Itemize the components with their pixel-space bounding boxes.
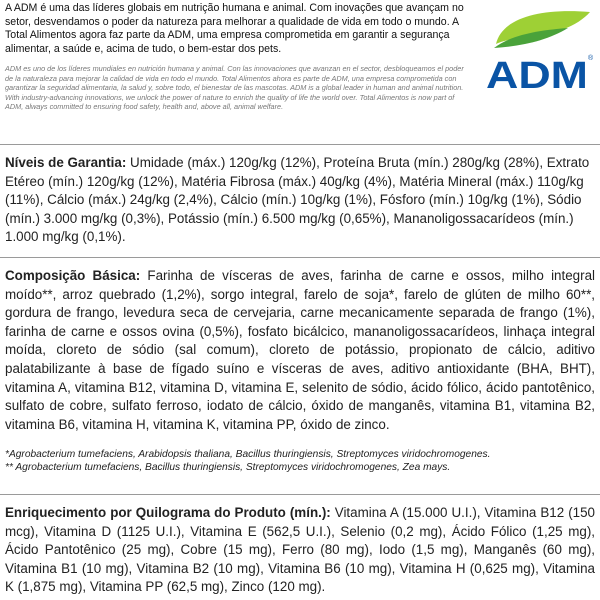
divider-2 [0, 257, 600, 258]
guarantee-text: Umidade (máx.) 120g/kg (12%), Proteína Bruta (mín.) 280g/kg (28%), Extrato Etéreo (mín.) 120g/kg (12%), Matéria Fibrosa (máx.) 40g/kg (4%), Matéria Mineral (máx.) 110g/kg (11%), Cálcio (máx.) 24g/kg (2,4%), Cálcio (mín.) 10g/kg (1%), Fósforo (mín.) 10g/kg (1%), Sódio (mín.) 3.000 mg/kg (0,3%), Potássio (mín.) 6.500 mg/kg (0,65%), Mananoligossacarídeos (mín.) 1.000 mg/kg (0,1%). [5, 155, 590, 245]
enrichment-title: Enriquecimento por Quilograma do Produto (mín.): [5, 505, 331, 520]
enrichment-section [5, 504, 595, 597]
composition-text: Farinha de vísceras de aves, farinha de carne e ossos, milho integral moído**, arroz quebrado (1,2%), sorgo integral, farelo de soja*, farelo de glúten de milho 60**, gordura de frango, levedura seca de cervejaria, carne mecanicamente separada de frango (1%), farinha de carne e ossos ovina (0,5%), fosfato bicálcico, mananoligossacarídeos, linhaça integral moída, cloreto de sódio (sal comum), cloreto de potássio, propionato de cálcio, aditivo palatabilizante à base de fígado suíno e vísceras de aves, aditivo antioxidante (BHA, BHT), vitamina A, vitamina B12, vitamina D, vitamina E, selenito de sódio, ácido fólico, ácido pantotênico, sulfato de cobre, sulfato ferroso, iodato de cálcio, óxido de manganês, vitamina B1, vitamina B2, vitamina B6, vitamina H, vitamina K, vitamina PP, óxido de zinco. [5, 268, 595, 432]
logo-text: ADM [486, 55, 588, 94]
footnote-corn: ** Agrobacterium tumefaciens, Bacillus thuringiensis, Streptomyces viridochromogenes, Zea mays. [5, 462, 451, 474]
logo-registered-mark: ® [588, 55, 594, 62]
intro-spanish-english: ADM es uno de los líderes mundiales en nutrición humana y animal. Con las innovaciones que avanzan en el sector, desbloqueamos el poder de la naturaleza para mejorar la calidad de vida en todo el mundo. Total Alimentos ahora es parte de ADM, una empresa comprometida con garantizar la seguridad alimentaria, la salud y, sobre todo, el bienestar de las mascotas. ADM is a global leader in human and animal nutrition. With industry-advancing innovations, we unlock the power of nature to enrich the quality of life the world over. Total Alimentos is now part of ADM, always committed to ensuring food safety, health and, above all, animal welfare. [5, 64, 464, 112]
footnote-soy: *Agrobacterium tumefaciens, Arabidopsis thaliana, Bacillus thuringiensis, Streptomyces viridochromogenes. [5, 449, 491, 460]
company-intro [5, 2, 467, 112]
adm-logo [482, 4, 594, 94]
composition-title: Composição Básica: [5, 268, 141, 283]
divider-1 [0, 144, 600, 145]
enrichment-text: Vitamina A (15.000 U.I.), Vitamina B12 (150 mcg), Vitamina D (1125 U.I.), Vitamina E (562,5 U.I.), Selenio (0,2 mg), Ácido Fólico (1,25 mg), Ácido Pantotênico (25 mg), Cobre (15 mg), Ferro (80 mg), Iodo (1,5 mg), Manganês (60 mg), Vitamina B1 (10 mg), Vitamina B2 (10 mg), Vitamina B6 (10 mg), Vitamina H (0,625 mg), Vitamina K (1,875 mg), Vitamina PP (62,5 mg), Zinco (120 mg). [5, 505, 595, 595]
divider-3 [0, 494, 600, 495]
guarantee-section [5, 154, 595, 247]
composition-notes [5, 448, 595, 474]
intro-portuguese: A ADM é uma das líderes globais em nutrição humana e animal. Com inovações que avançam no setor, desvendamos o poder da natureza para melhorar a qualidade de vida em todo o mundo. A Total Alimentos agora faz parte da ADM, uma empresa comprometida em garantir a segurança alimentar, a saúde e, acima de tudo, o bem-estar dos pets. [5, 2, 464, 55]
composition-section [5, 267, 595, 434]
guarantee-title: Níveis de Garantia: [5, 155, 127, 170]
